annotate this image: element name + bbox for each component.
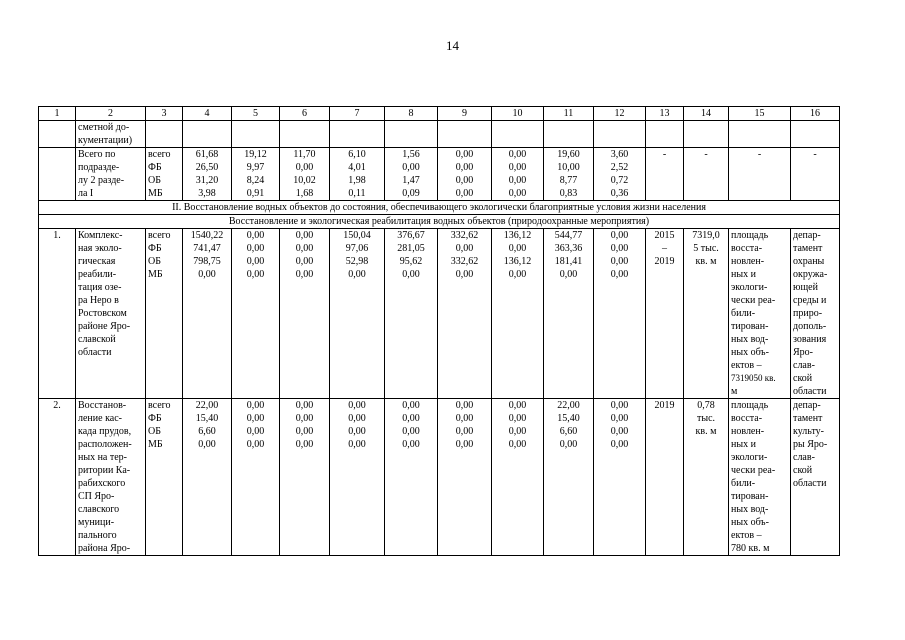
budget-table: [38, 106, 840, 556]
values-col-7: 6,10 4,01 1,98 0,11: [330, 148, 385, 201]
fund-type-list: всего ФБ ОБ МБ: [146, 399, 183, 556]
values-col-7: 150,04 97,06 52,98 0,00: [330, 229, 385, 399]
col-header: 3: [146, 107, 183, 121]
col-header: 9: [438, 107, 492, 121]
col-header: 13: [646, 107, 684, 121]
values-col-9: 0,00 0,00 0,00 0,00: [438, 148, 492, 201]
subtotal-capacity: -: [684, 148, 729, 201]
values-col-9: 0,00 0,00 0,00 0,00: [438, 399, 492, 556]
row-number: 2.: [39, 399, 76, 556]
values-col-5: 19,12 9,97 8,24 0,91: [232, 148, 280, 201]
fund-type-list: всего ФБ ОБ МБ: [146, 229, 183, 399]
values-col-6: 11,70 0,00 10,02 1,68: [280, 148, 330, 201]
values-col-4: 61,68 26,50 31,20 3,98: [183, 148, 232, 201]
col-header: 2: [76, 107, 146, 121]
fund-type-list: всего ФБ ОБ МБ: [146, 148, 183, 201]
col-header: 14: [684, 107, 729, 121]
capacity: 7319,0 5 тыс. кв. м: [684, 229, 729, 399]
col-header: 6: [280, 107, 330, 121]
measure-name: Восстанов- ление кас- када прудов, расположен- ных на тер- ритории Ка- рабихского СП Яро- славского муници- пального района Яро-: [76, 399, 146, 556]
col-header: 16: [791, 107, 840, 121]
values-col-8: 0,00 0,00 0,00 0,00: [385, 399, 438, 556]
col-header: 8: [385, 107, 438, 121]
values-col-5: 0,00 0,00 0,00 0,00: [232, 399, 280, 556]
target-indicator: площадь восста- новлен- ных и экологи- чески реа- били- тирован- ных вод- ных объ- ектов – 780 кв. м: [729, 399, 791, 556]
table-row: [39, 229, 840, 399]
col-header: 10: [492, 107, 544, 121]
values-col-11: 544,77 363,36 181,41 0,00: [544, 229, 594, 399]
subtotal-name: Всего по подразде- лу 2 разде- ла I: [76, 148, 146, 201]
subsection-title: Восстановление и экологическая реабилитация водных объектов (природоохранные мероприятия): [39, 215, 840, 229]
values-col-12: 3,60 2,52 0,72 0,36: [594, 148, 646, 201]
capacity: 0,78 тыс. кв. м: [684, 399, 729, 556]
values-col-8: 1,56 0,00 1,47 0,09: [385, 148, 438, 201]
values-col-8: 376,67 281,05 95,62 0,00: [385, 229, 438, 399]
col-header: 15: [729, 107, 791, 121]
col-header: 1: [39, 107, 76, 121]
values-col-10: 0,00 0,00 0,00 0,00: [492, 399, 544, 556]
target-indicator: площадь восста- новлен- ных и экологи- чески реа- били- тирован- ных вод- ных объ- ектов – 7319050 кв. м: [729, 229, 791, 399]
subtotal-responsible: -: [791, 148, 840, 201]
subtotal-row: [39, 148, 840, 201]
values-col-4: 1540,22 741,47 798,75 0,00: [183, 229, 232, 399]
values-col-12: 0,00 0,00 0,00 0,00: [594, 229, 646, 399]
col-header: 5: [232, 107, 280, 121]
measure-name: Комплекс- ная эколо- гическая реабили- тация озе- ра Неро в Ростовском районе Яро- славской области: [76, 229, 146, 399]
col-header: 7: [330, 107, 385, 121]
values-col-9: 332,62 0,00 332,62 0,00: [438, 229, 492, 399]
carryover-row: [39, 121, 840, 148]
subtotal-indicator: -: [729, 148, 791, 201]
row-number: 1.: [39, 229, 76, 399]
values-col-12: 0,00 0,00 0,00 0,00: [594, 399, 646, 556]
page-number: 14: [446, 38, 459, 53]
values-col-6: 0,00 0,00 0,00 0,00: [280, 229, 330, 399]
table-row: [39, 399, 840, 556]
col-header: 12: [594, 107, 646, 121]
period: 2015 – 2019: [646, 229, 684, 399]
column-number-row: [39, 107, 840, 121]
values-col-7: 0,00 0,00 0,00 0,00: [330, 399, 385, 556]
carryover-name: сметной до- кументации): [76, 121, 146, 148]
values-col-11: 22,00 15,40 6,60 0,00: [544, 399, 594, 556]
section-title-row: [39, 201, 840, 215]
period: 2019: [646, 399, 684, 556]
col-header: 4: [183, 107, 232, 121]
values-col-4: 22,00 15,40 6,60 0,00: [183, 399, 232, 556]
values-col-10: 0,00 0,00 0,00 0,00: [492, 148, 544, 201]
values-col-5: 0,00 0,00 0,00 0,00: [232, 229, 280, 399]
values-col-11: 19,60 10,00 8,77 0,83: [544, 148, 594, 201]
responsible-department: депар- тамент охраны окружа- ющей среды и приро- дополь- зования Яро- слав- ской области: [791, 229, 840, 399]
subsection-title-row: [39, 215, 840, 229]
subtotal-period: -: [646, 148, 684, 201]
section-title: II. Восстановление водных объектов до состояния, обеспечивающего экологически благоприятные условия жизни населения: [39, 201, 840, 215]
values-col-10: 136,12 0,00 136,12 0,00: [492, 229, 544, 399]
values-col-6: 0,00 0,00 0,00 0,00: [280, 399, 330, 556]
responsible-department: депар- тамент культу- ры Яро- слав- ской области: [791, 399, 840, 556]
col-header: 11: [544, 107, 594, 121]
